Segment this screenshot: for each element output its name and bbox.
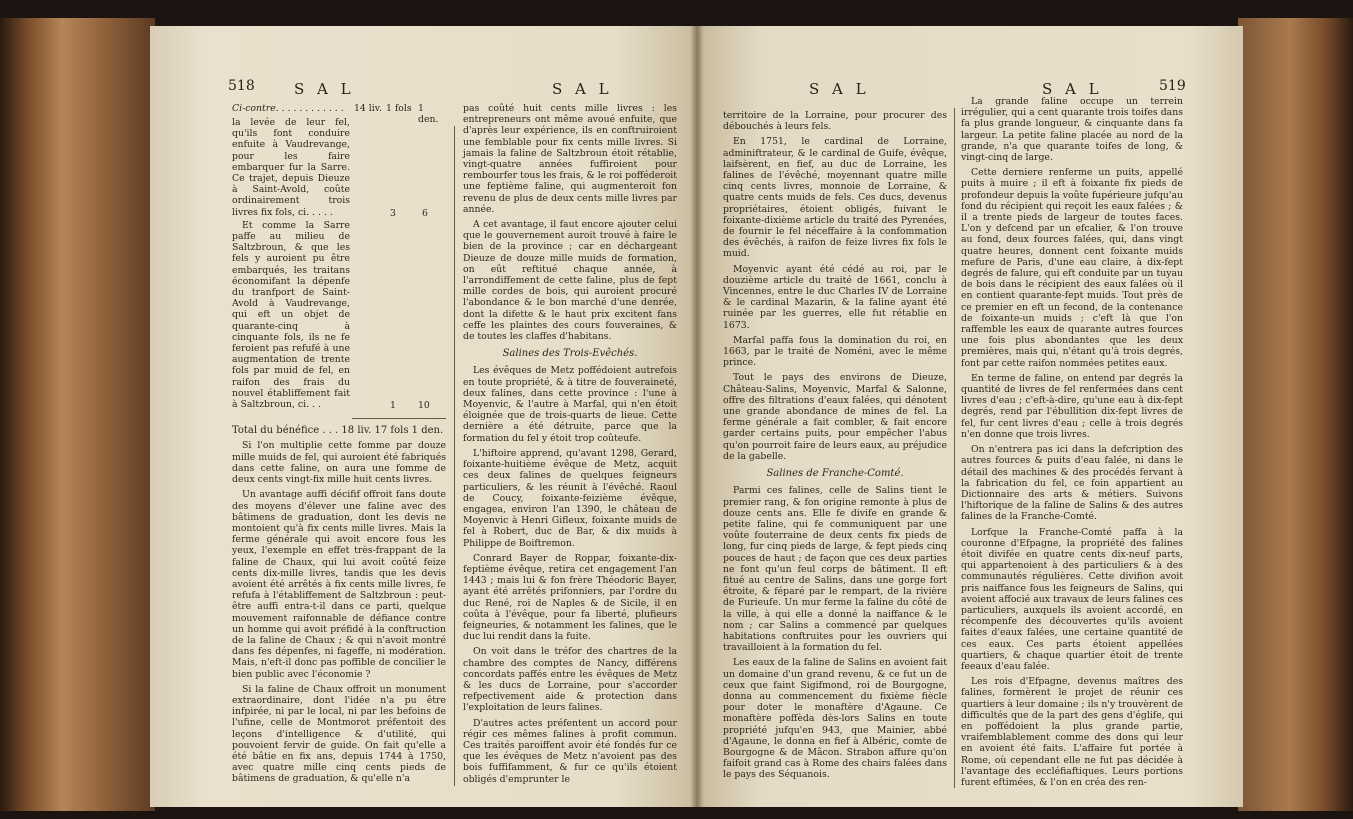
- paragraph: On n'entrera pas ici dans la defcription des autres fources & puits d'eau falée, ni dans le détail des machines & des procédés fervant à la fabrication du fel, ce foin appartient au Dictionnaire des arts & métiers. Suivons l'hiftorique de la faline de Salins & des autres falines de la Franche-Comté.: [961, 444, 1183, 523]
- right-page-edges: [1238, 18, 1353, 811]
- left-column: [723, 110, 947, 785]
- ledger-heading: Ci-contre. . . . . . . . . . . .: [232, 103, 344, 114]
- ledger-row: [232, 103, 446, 126]
- paragraph: territoire de la Lorraine, pour procurer des débouchés à leurs fels.: [723, 110, 947, 133]
- paragraph: Si la faline de Chaux offroit un monument extraordinaire, dont l'idée n'a pu être infpirée, ni par le local, ni par les befoins de l'ufine, celle de Montmorot préfentoit des leçons d'intelligence & d'utilité, qui pouvoient fervir de guide. On fait qu'elle a été bâtie en fix ans, depuis 1744 à 1750, avec quatre mille cinq cents pieds de bâtimens de graduation, & qu'elle n'a: [232, 683, 446, 785]
- left-page-edges: [0, 18, 155, 811]
- running-head: S A L: [294, 80, 355, 98]
- book-gutter: [690, 26, 704, 807]
- paragraph: pas coûté huit cents mille livres : les entrepreneurs ont même avoué enfuite, que d'après leur expérience, ils en conftruiroient une femblable pour fix cents mille livres. Si jamais la faline de Saltzbroun étoit rétablie, vingt-quatre années fuffiroient pour rembourfer tous les frais, & le roi pofféderoit une feptième faline, qui augmenteroit fon revenu de plus de deux cents mille livres par année.: [463, 103, 677, 215]
- page-number: 518: [228, 78, 255, 94]
- column-divider: [954, 108, 955, 788]
- paragraph: Si l'on multiplie cette fomme par douze mille muids de fel, qui auroient été fabriqués dans cette faline, on aura une fomme de deux cents vingt-fix mille huit cents livres.: [232, 440, 446, 486]
- column-divider: [454, 126, 455, 786]
- paragraph: On voit dans le tréfor des chartres de la chambre des comptes de Nancy, différens concordats paffés entre les évêques de Metz & les ducs de Lorraine, pour s'accorder refpectivement aide & protection dans l'exploitation de leurs falines.: [463, 646, 677, 714]
- paragraph: Moyenvic ayant été cédé au roi, par le douzième article du traité de 1661, conclu à Vincennes, entre le duc Charles IV de Lorraine & le cardinal Mazarin, & la faline ayant été ruinée par les guerres, elle fut rétablie en 1673.: [723, 263, 947, 331]
- running-head: S A L: [809, 80, 870, 98]
- paragraph: D'autres actes préfentent un accord pour régir ces mêmes falines à profit commun. Ces traités paroiffent avoir été fondés fur ce que les évêques de Metz n'avoient pas des bois fuffifamment, & fur ce qu'ils étoient obligés d'emprunter le: [463, 717, 677, 785]
- section-heading: Salines des Trois-Evêchés.: [502, 348, 638, 360]
- ledger-rule: [352, 418, 446, 419]
- ledger-den: 1 den.: [418, 103, 439, 126]
- paragraph: Les eaux de la faline de Salins en avoient fait un domaine d'un grand revenu, & ce fut un de ceux que faint Sigifmond, roi de Bourgogne, donna au commencement du fixième fiècle pour doter le monaftère d'Agaune. Ce monaftère poffèda dès-lors Salins en toute propriété jufqu'en 943, que Mainier, abbé d'Agaune, le donna en fief à Albéric, comte de Bourgogne & de Mâcon. Strabon affure qu'on faifoit grand cas à Rome des chairs falées dans le pays des Séquanois.: [723, 657, 947, 781]
- paragraph: Les évêques de Metz poffédoient autrefois en toute propriété, & à titre de fouveraineté, deux falines, dans cette province : l'une à Moyenvic, & l'autre à Marfal, qui n'en étoit éloignée que de trois-quarts de lieue. Cette dernière a été détruite, parce que la formation du fel y étoit trop coûteufe.: [463, 365, 677, 444]
- page-number: 519: [1159, 78, 1186, 94]
- paragraph: En terme de faline, on entend par degrés la quantité de livres de fel renfermées dans cent livres d'eau ; c'eft-à-dire, qu'une eau à dix-fept degrés, rend par l'ébullition dix-fept livres de fel, fur cent livres d'eau ; celle à trois degrés n'en donne que trois livres.: [961, 372, 1183, 440]
- left-column: [232, 103, 446, 789]
- ledger-sols: 1 fols: [386, 103, 412, 114]
- paragraph: Tout le pays des environs de Dieuze, Château-Salins, Moyenvic, Marfal & Salonne, offre des filtrations d'eaux falées, qui dénotent une grande abondance de mines de fel. La ferme générale a fait combler, & fait encore garder certains puits, pour empêcher l'abus qu'on pourroit faire de leurs eaux, au préjudice de la gabelle.: [723, 372, 947, 462]
- paragraph: Les rois d'Efpagne, devenus maîtres des falines, formèrent le projet de réunir ces quartiers à leur domaine ; ils n'y trouvèrent de difficultés que de la part des gens d'églife, qui en poffédoient la plus grande partie, vraifemblablement comme des dons qui leur en avoient été faits. L'affaire fut portée à Rome, où cependant elle ne fut pas décidée à l'avantage des eccléfiaftiques. Leurs portions furent eftimées, & l'on en créa des ren-: [961, 676, 1183, 788]
- ledger-liv: 14 liv.: [354, 103, 382, 114]
- paragraph: La grande faline occupe un terrein irrégulier, qui a cent quarante trois toifes dans fa plus grande longueur, & cinquante dans fa largeur. La petite faline placée au nord de la grande, n'a que quarante toifes de long, & vingt-cinq de large.: [961, 96, 1183, 164]
- paragraph: Cette derniere renferme un puits, appellé puits à muire ; il eft à foixante fix pieds de profondeur depuis la voûte fupérieure jufqu'au fond du récipient qui reçoit les eaux falées ; & il a trente pieds de largeur de toutes faces. L'on y defcend par un efcalier, & l'on trouve au fond, deux fources falées, qui, dans vingt quatre heures, donnent cent foixante muids mefure de Paris, d'une eau claire, à dix-fept degrés de falure, qui eft conduite par un tuyau de bois dans le récipient des eaux falées où il en contient quarante-fept muids. Tout près de ce premier en eft un fecond, de la contenance de foixante-un muids ; c'eft là que l'on raffemble les eaux de quarante autres fources une fois plus abondantes que les deux premières, mais qui, n'étant qu'à trois degrés, font par cette raifon nommées petites eaux.: [961, 167, 1183, 369]
- paragraph: A cet avantage, il faut encore ajouter celui que le gouvernement auroit trouvé à faire le bien de la province ; car en déchargeant Dieuze de douze mille muids de formation, on eût reftitué chaque année, à l'arrondiffement de cette faline, plus de fept mille cordes de bois, qui auroient procuré l'abondance & le bon marché d'une denrée, dont la difette & le haut prix excitent fans ceffe les plaintes des cours fouveraines, & de toutes les claffes d'habitans.: [463, 219, 677, 343]
- paragraph: L'hiftoire apprend, qu'avant 1298, Gerard, foixante-huitième évêque de Metz, acquit ces deux falines de quelques feigneurs particuliers, & les réunit à l'évêché. Raoul de Coucy, foixante-feizième évêque, engagea, environ l'an 1390, le château de Moyenvic à Henri Gifleux, foixante muids de fel à Robert, duc de Bar, & dix muids à Philippe de Boiftremon.: [463, 447, 677, 549]
- paragraph: Un avantage auffi décifif offroit fans doute des moyens d'élever une faline avec des bâtimens de graduation, dont les devis ne montoient qu'à fix cents mille livres. Mais la ferme générale qui avoit encore fous les yeux, l'exemple en effet très-frappant de la faline de Chaux, qui lui avoit coûté feize cents dix-mille livres, tandis que les devis avoient été arrêtés à fix cents mille livres, fe refufa à l'établiffement de Saltzbroun : peut-être auffi entra-t-il dans ce parti, quelque mouvement raifonnable de défiance contre un homme qui avoit préfidé à la conftruction de la faline de Chaux ; & qui n'avoit montré dans fes dépenfes, ni fageffe, ni modération. Mais, n'eft-il donc pas poffible de concilier le bien public avec l'économie ?: [232, 489, 446, 680]
- ledger-den: 6: [422, 207, 428, 219]
- paragraph: Parmi ces falines, celle de Salins tient le premier rang, & fon origine remonte à plus de douze cents ans. Elle fe divife en grande & petite faline, qui fe communiquent par une voûte fouterraine de deux cents fix pieds de long, fur cinq pieds de large, & fept pieds cinq pouces de haut ; de façon que ces deux parties ne font qu'un feul corps de bâtiment. Il eft fitué au centre de Salins, dans une gorge fort étroite, & féparé par le rempart, de la rivière de Furieufe. Un mur ferme la faline du côté de la ville, à qui elle a donné la naiffance & le nom ; car Salins a commencé par quelques habitations conftruites pour les ouvriers qui travailloient à la formation du fel.: [723, 485, 947, 654]
- ledger-row: [232, 208, 446, 220]
- right-page: [697, 26, 1243, 807]
- section-heading: Salines de Franche-Comté.: [766, 468, 904, 480]
- left-page: [150, 26, 697, 807]
- ledger-total: Total du bénéfice . . . 18 liv. 17 fols 1 den.: [232, 425, 444, 437]
- paragraph: En 1751, le cardinal de Lorraine, adminiftrateur, & le cardinal de Guife, évêque, laifsèrent, en fief, au duc de Lorraine, les falines de l'évêché, moyennant quatre mille cinq cents livres, monnoie de Lorraine, & quatre cents muids de fels. Ces ducs, devenus propriétaires, étoient obligés, fuivant le foixante-dixième article du traité des Pyrenées, de fournir le fel néceffaire à la confommation des évêchés, à raifon de feize livres fix fols le muid.: [723, 136, 947, 260]
- paragraph: la levée de leur fel, qu'ils font conduire enfuite à Vaudrevange, pour les faire embarquer fur la Sarre. Ce trajet, depuis Dieuze à Saint-Avold, coûte ordinairement trois livres fix fols, ci. . . . .: [232, 117, 350, 218]
- ledger-row: [232, 400, 446, 412]
- paragraph: Lorfque la Franche-Comté paffa à la couronne d'Efpagne, la propriété des falines étoit divifée en quatre cents dix-neuf parts, qui appartenoient à des particuliers & à des communautés régulières. Cette divifion avoit pris naiffance fous les feigneurs de Salins, qui avoient affocié aux travaux de leurs falines ces particuliers, auxquels ils avoient accordé, en récompenfe des découvertes qu'ils avoient faites d'eaux falées, une certaine quantité de ces eaux. Ces parts étoient appellées quartiers, & chaque quartier étoit de trente feeaux d'eau falée.: [961, 526, 1183, 672]
- right-column: [961, 96, 1183, 792]
- paragraph: Et comme la Sarre paffe au milieu de Saltzbroun, & que les fels y auroient pu être embarqués, les traitans économifant la dépenfe du tranfport de Saint-Avold à Vaudrevange, qui eft un objet de quarante-cinq à cinquante fols, ils ne fe feroient pas refufé à une augmentation de trente fols par muid de fel, en raifon des frais du nouvel établiffement fait à Saltzbroun, ci. . .: [232, 219, 350, 411]
- ledger-den: 10: [418, 400, 430, 412]
- ledger-sols: 1: [390, 400, 396, 412]
- ledger-sols: 3: [390, 207, 396, 219]
- running-head: S A L: [552, 80, 613, 98]
- paragraph: Conrard Bayer de Roppar, foixante-dix-feptième évêque, retira cet engagement l'an 1443 ; mais lui & fon frère Théodoric Bayer, ayant été arrêtés prifonniers, par l'ordre du duc René, roi de Naples & de Sicile, il en coûta à l'évêque, pour fa liberté, plufieurs feigneuries, & notamment les falines, que le duc lui rendit dans la fuite.: [463, 552, 677, 643]
- right-column: [463, 103, 677, 789]
- paragraph: Marfal paffa fous la domination du roi, en 1663, par le traité de Noméni, avec le même prince.: [723, 334, 947, 369]
- running-head: S A L: [1042, 80, 1103, 98]
